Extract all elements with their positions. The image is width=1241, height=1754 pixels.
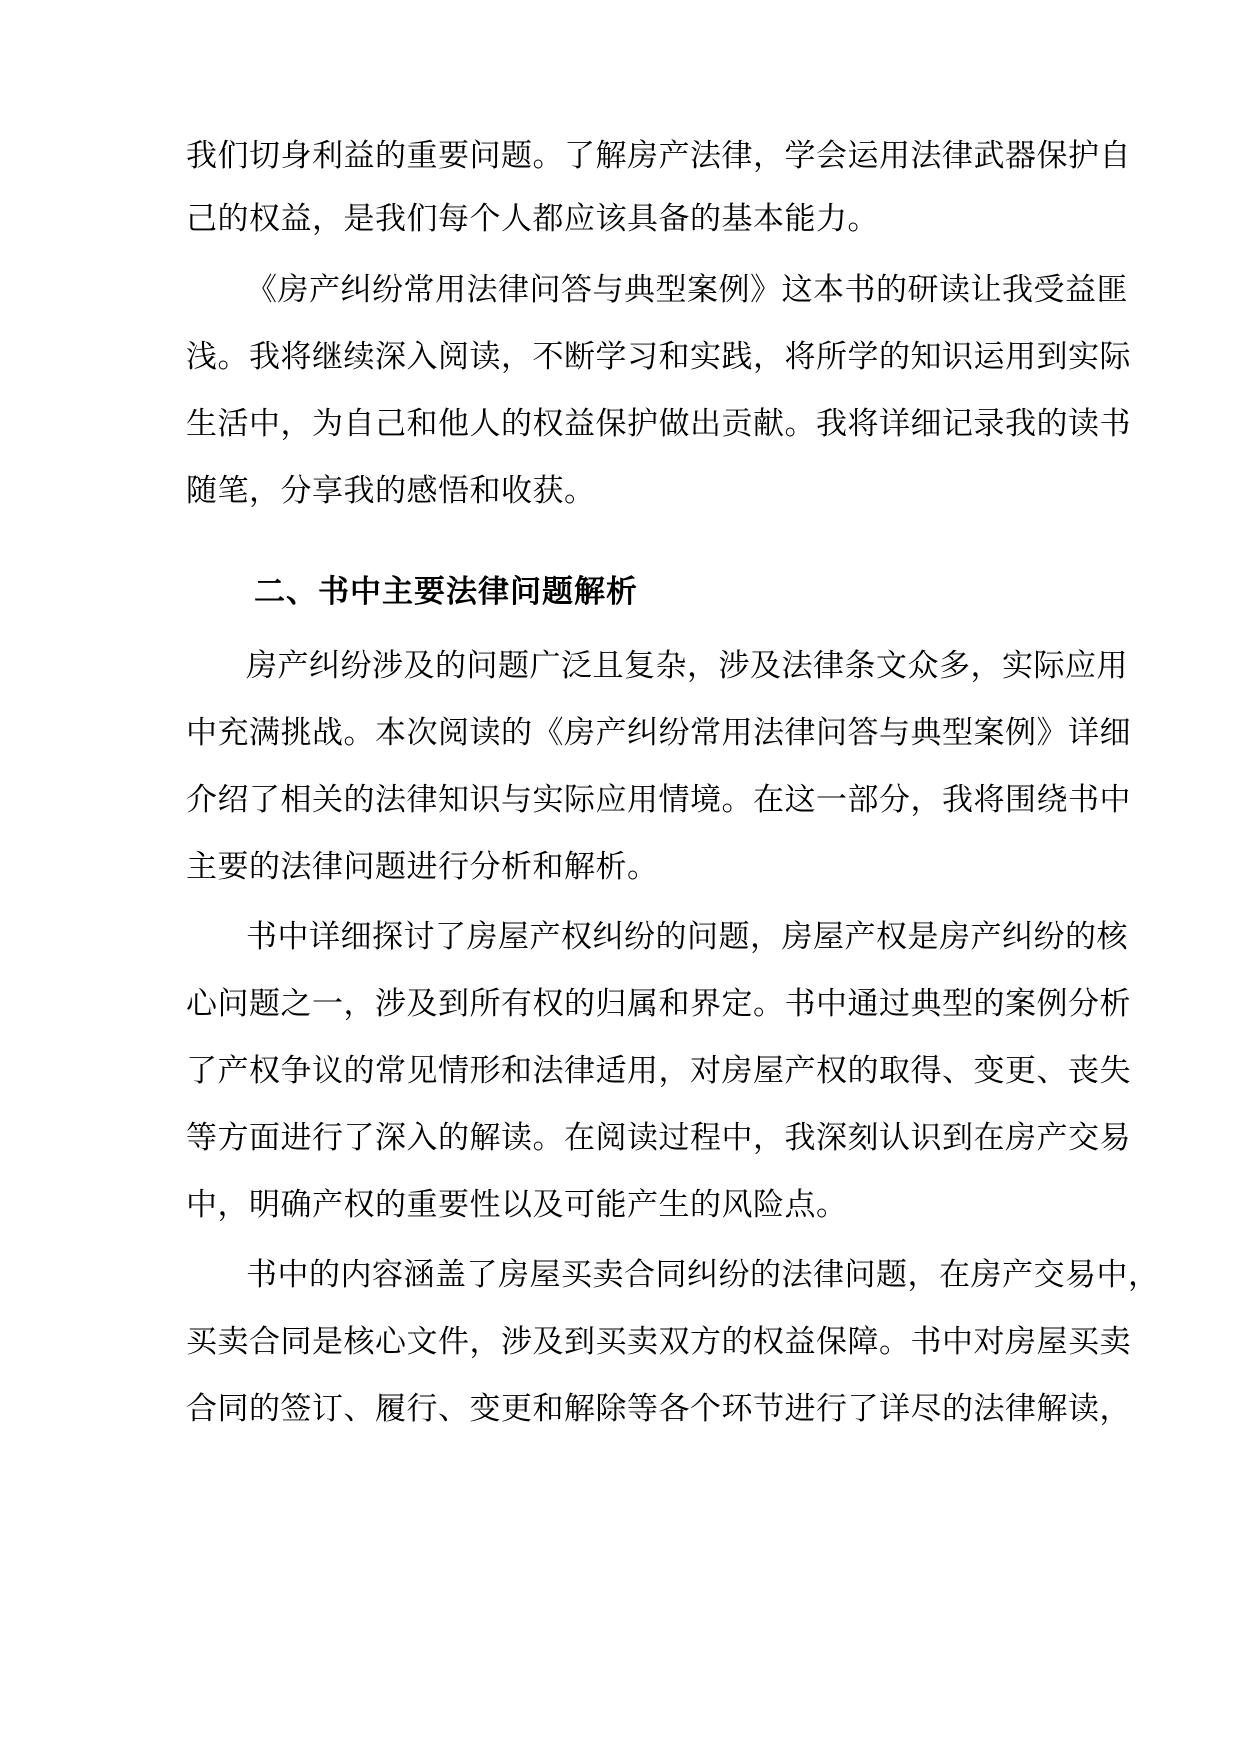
paragraph-line: 等方面进行了深入的解读。在阅读过程中，我深刻认识到在房产交易 bbox=[186, 1120, 1131, 1156]
paragraph-line: 书中的内容涵盖了房屋买卖合同纠纷的法律问题，在房产交易中， bbox=[246, 1257, 1160, 1293]
paragraph-line: 书中详细探讨了房屋产权纠纷的问题，房屋产权是房产纠纷的核 bbox=[246, 919, 1128, 955]
section-heading: 二、书中主要法律问题解析 bbox=[254, 574, 638, 610]
paragraph-line: 了产权争议的常见情形和法律适用，对房屋产权的取得、变更、丧失 bbox=[186, 1053, 1131, 1089]
paragraph-line: 房产纠纷涉及的问题广泛且复杂，涉及法律条文众多，实际应用 bbox=[246, 648, 1128, 684]
paragraph-line: 己的权益，是我们每个人都应该具备的基本能力。 bbox=[186, 201, 879, 237]
paragraph-line: 我们切身利益的重要问题。了解房产法律，学会运用法律武器保护自 bbox=[186, 138, 1131, 174]
paragraph-line: 合同的签订、履行、变更和解除等各个环节进行了详尽的法律解读， bbox=[186, 1391, 1131, 1427]
paragraph-line: 心问题之一，涉及到所有权的归属和界定。书中通过典型的案例分析 bbox=[186, 986, 1131, 1022]
paragraph-line: 介绍了相关的法律知识与实际应用情境。在这一部分，我将围绕书中 bbox=[186, 782, 1131, 818]
paragraph-line: 主要的法律问题进行分析和解析。 bbox=[186, 849, 659, 885]
paragraph-line: 中充满挑战。本次阅读的《房产纠纷常用法律问答与典型案例》详细 bbox=[186, 715, 1131, 751]
paragraph-line: 生活中，为自己和他人的权益保护做出贡献。我将详细记录我的读书 bbox=[186, 406, 1131, 442]
paragraph-line: 《房产纠纷常用法律问答与典型案例》这本书的研读让我受益匪 bbox=[246, 272, 1128, 308]
paragraph-line: 浅。我将继续深入阅读，不断学习和实践，将所学的知识运用到实际 bbox=[186, 339, 1131, 375]
paragraph-line: 买卖合同是核心文件，涉及到买卖双方的权益保障。书中对房屋买卖 bbox=[186, 1324, 1131, 1360]
paragraph-line: 中，明确产权的重要性以及可能产生的风险点。 bbox=[186, 1187, 848, 1223]
paragraph-line: 随笔，分享我的感悟和收获。 bbox=[186, 473, 596, 509]
